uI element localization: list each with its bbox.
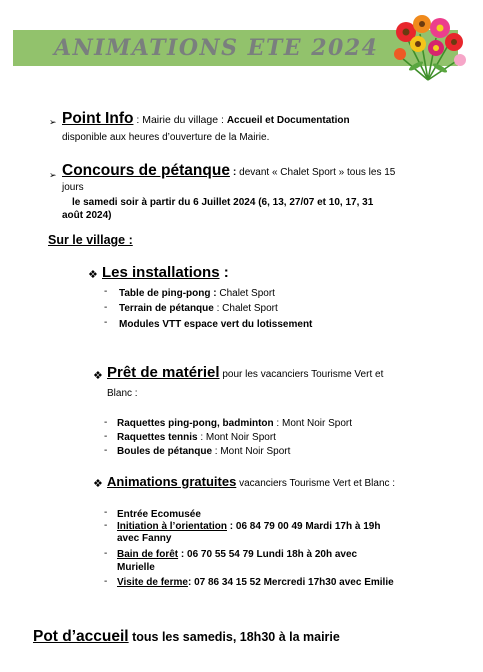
pot-line: Pot d’accueil tous les samedis, 18h30 à la mairie xyxy=(33,628,340,645)
list-item-continuation: Murielle xyxy=(117,562,155,573)
concours-line4: août 2024) xyxy=(62,210,112,221)
gratuites-heading: Animations gratuites xyxy=(107,474,237,489)
pret-line2: Blanc : xyxy=(107,388,138,399)
concours-line2: jours xyxy=(62,182,84,193)
point-info-line2: disponible aux heures d’ouverture de la Mairie. xyxy=(62,132,270,143)
list-item: Modules VTT espace vert du lotissement xyxy=(119,319,313,330)
concours-line3: le samedi soir à partir du 6 Juillet 2024 (6, 13, 27/07 et 10, 17, 31 xyxy=(72,197,374,208)
concours-heading: Concours de pétanque xyxy=(62,162,230,179)
list-item: Raquettes ping-pong, badminton : Mont Noir Sport xyxy=(117,418,353,429)
list-item: Table de ping-pong : Chalet Sport xyxy=(119,288,275,299)
installations-line: Les installations : xyxy=(102,264,229,281)
list-item: Initiation à l’orientation : 06 84 79 00 49 Mardi 17h à 19h xyxy=(117,521,381,532)
pot-heading: Pot d’accueil xyxy=(33,628,129,645)
page-title: ANIMATIONS ETE 2024 xyxy=(54,35,379,61)
village-heading: Sur le village : xyxy=(48,233,133,247)
concours-line: Concours de pétanque : devant « Chalet Sport » tous les 15 xyxy=(62,162,396,179)
arrow-bullet-icon: ➢ xyxy=(49,170,57,180)
flower-bouquet-icon xyxy=(388,14,470,82)
arrow-bullet-icon: ➢ xyxy=(49,117,57,127)
list-item: Visite de ferme: 07 86 34 15 52 Mercredi 17h30 avec Emilie xyxy=(117,577,394,588)
point-info-line: Point Info : Mairie du village : Accueil et Documentation xyxy=(62,110,350,127)
list-item: Terrain de pétanque : Chalet Sport xyxy=(119,303,278,314)
list-item: Boules de pétanque : Mont Noir Sport xyxy=(117,446,291,457)
list-item: Entrée Ecomusée xyxy=(117,509,201,520)
gratuites-line: Animations gratuites vacanciers Tourisme Vert et Blanc : xyxy=(107,474,396,489)
diamond-bullet-icon: ❖ xyxy=(93,370,103,382)
point-info-heading: Point Info xyxy=(62,110,134,127)
pret-heading: Prêt de matériel xyxy=(107,364,220,381)
installations-heading: Les installations xyxy=(102,264,220,281)
list-item: Raquettes tennis : Mont Noir Sport xyxy=(117,432,276,443)
list-item-continuation: avec Fanny xyxy=(117,533,172,544)
list-item: Bain de forêt : 06 70 55 54 79 Lundi 18h à 20h avec xyxy=(117,549,358,560)
diamond-bullet-icon: ❖ xyxy=(93,478,103,490)
diamond-bullet-icon: ❖ xyxy=(88,269,98,281)
pret-line: Prêt de matériel pour les vacanciers Tourisme Vert et xyxy=(107,364,384,381)
